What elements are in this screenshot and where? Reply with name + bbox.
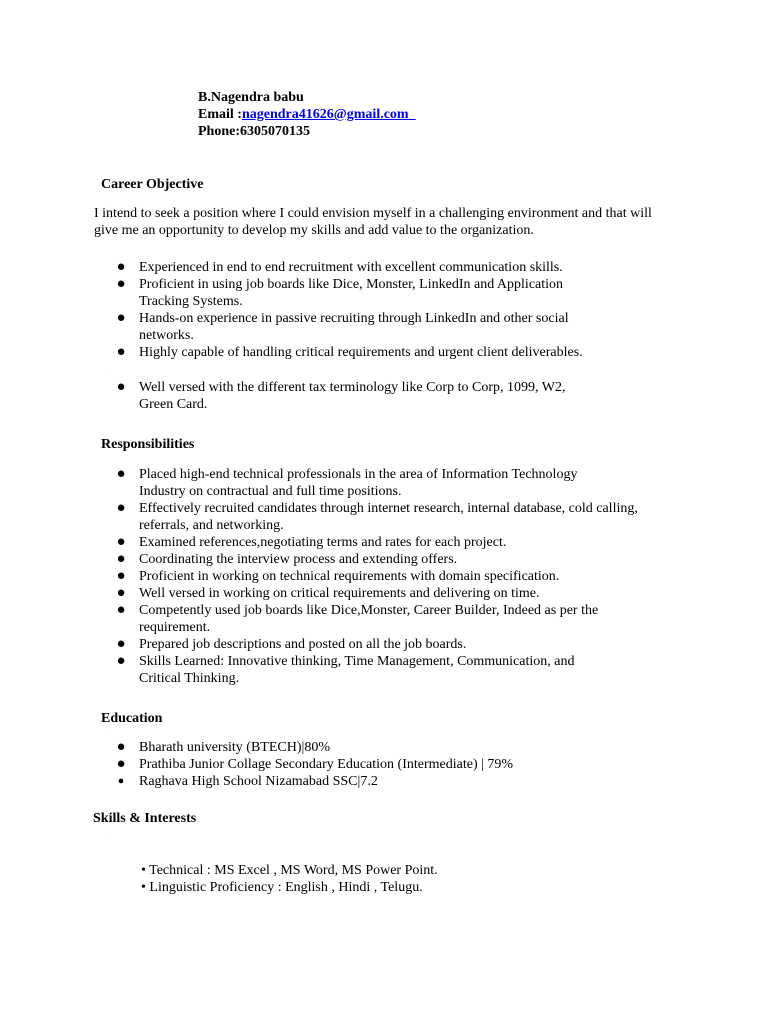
- list-item: ● Placed high-end technical professionals in the area of Information Technology Industry on contractual and full time positions.: [116, 466, 578, 499]
- format-dot: .: [109, 732, 110, 736]
- objective-list-continued: [115, 379, 585, 413]
- skills-heading: Skills & Interests: [93, 811, 197, 826]
- bullet-icon: ●: [116, 500, 126, 516]
- bullet-icon: ●: [116, 344, 126, 360]
- list-item: ● Competently used job boards like Dice,Monster, Career Builder, Indeed as per the requirement.: [116, 602, 599, 635]
- phone-number: 6305070135: [240, 124, 310, 139]
- list-item: ● Prathiba Junior Collage Secondary Education (Intermediate) | 79%: [116, 756, 514, 772]
- list-item: ● Bharath university (BTECH)|80%: [116, 739, 330, 755]
- bullet-icon: ●: [116, 379, 126, 395]
- list-item: ● Examined references,negotiating terms and rates for each project.: [116, 534, 507, 550]
- list-item: ● Coordinating the interview process and extending offers.: [116, 551, 458, 567]
- format-dot: .: [109, 199, 110, 203]
- responsibilities-list: [115, 466, 655, 687]
- list-item: ● Well versed with the different tax terminology like Corp to Corp, 1099, W2, Green Card.: [116, 379, 566, 412]
- education-list: [115, 739, 635, 790]
- bullet-icon: ●: [116, 466, 126, 482]
- list-item: ● Experienced in end to end recruitment with excellent communication skills.: [116, 259, 563, 275]
- phone-line: [198, 123, 416, 140]
- career-objective-heading: Career Objective: [101, 177, 204, 192]
- contact-header: [198, 89, 416, 140]
- bullet-icon: ●: [116, 534, 126, 550]
- education-heading: Education: [101, 711, 163, 726]
- bullet-icon: ●: [117, 775, 125, 787]
- list-item: • Technical : MS Excel , MS Word, MS Power Point.: [141, 863, 438, 878]
- list-item: ● Proficient in working on technical requirements with domain specification.: [116, 568, 560, 584]
- bullet-icon: ●: [116, 276, 126, 292]
- skills-list: [117, 862, 617, 896]
- email-line: [198, 106, 416, 123]
- bullet-icon: ●: [116, 568, 126, 584]
- bullet-icon: ●: [116, 739, 126, 755]
- list-item: ● Proficient in using job boards like Dice, Monster, LinkedIn and Application Tracking Systems.: [116, 276, 564, 309]
- list-item: ● Prepared job descriptions and posted on all the job boards.: [116, 636, 467, 652]
- bullet-icon: ●: [116, 756, 126, 772]
- phone-label: Phone:: [198, 124, 240, 139]
- bullet-icon: ●: [116, 602, 126, 618]
- list-item: • Linguistic Proficiency : English , Hindi , Telugu.: [141, 880, 423, 895]
- bullet-icon: ●: [116, 653, 126, 669]
- format-dot: .: [108, 833, 109, 837]
- bullet-icon: ●: [116, 310, 126, 326]
- bullet-icon: ●: [116, 551, 126, 567]
- list-item: ● Well versed in working on critical requirements and delivering on time.: [116, 585, 540, 601]
- list-item: ● Hands-on experience in passive recruiting through LinkedIn and other social networks.: [116, 310, 569, 343]
- list-item: ● Effectively recruited candidates through internet research, internal database, cold calling, referrals, and networking.: [116, 500, 638, 533]
- email-label: Email :: [198, 107, 242, 122]
- bullet-icon: ●: [116, 636, 126, 652]
- career-objective-text: I intend to seek a position where I could envision myself in a challenging environment and that will give me an opportunity to develop my skills and add value to the organization.: [94, 206, 652, 238]
- list-item: ● Raghava High School Nizamabad SSC|7.2: [115, 773, 635, 790]
- bullet-icon: ●: [116, 585, 126, 601]
- bullet-icon: ●: [116, 259, 126, 275]
- list-item: ● Skills Learned: Innovative thinking, Time Management, Communication, and Critical Thinking.: [116, 653, 575, 686]
- responsibilities-heading: Responsibilities: [101, 437, 195, 452]
- candidate-name: B.Nagendra babu: [198, 90, 304, 105]
- list-item: ● Highly capable of handling critical requirements and urgent client deliverables.: [116, 344, 583, 360]
- email-link[interactable]: nagendra41626@gmail.com: [241, 107, 409, 122]
- objective-list: [115, 259, 585, 361]
- format-dot: .: [106, 370, 107, 374]
